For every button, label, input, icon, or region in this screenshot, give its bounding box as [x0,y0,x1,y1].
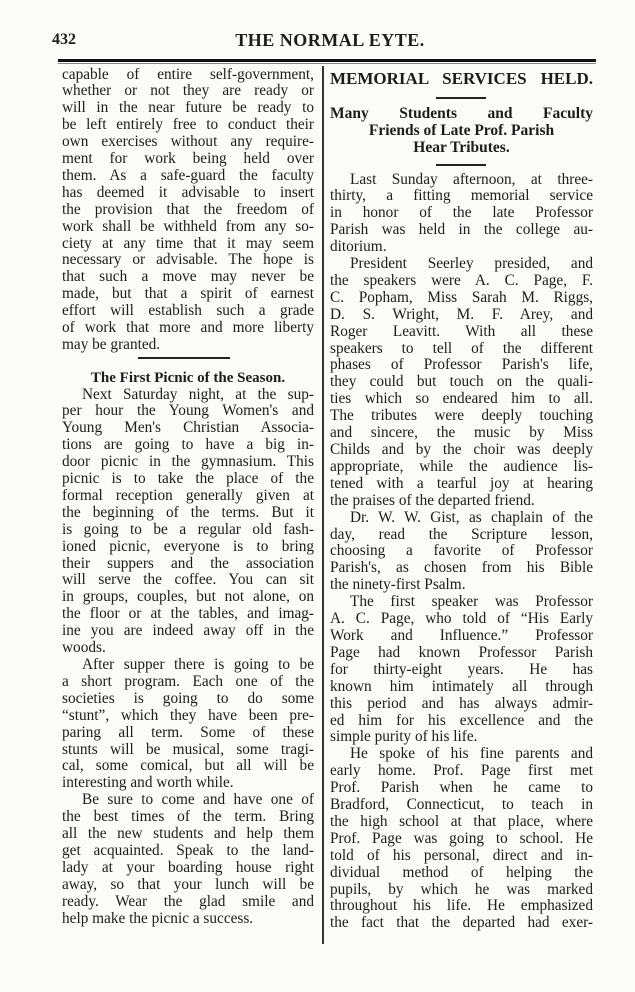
text-line: get acquainted. Speak to the land- [62,841,314,859]
text-line: them. As a safe-guard the faculty [62,166,314,184]
text-line: societies is going to do some [62,689,314,707]
paragraph [62,67,314,354]
text-line: they could but touch on the quali- [330,373,593,391]
header-rule-thin [58,63,596,64]
text-line: C. Popham, Miss Sarah M. Riggs, [330,288,593,306]
text-line: Page had known Professor Parish [330,643,593,661]
article-heading: The First Picnic of the Season. [90,369,286,386]
text-line: this period and has always admir- [330,694,593,712]
text-line: told of his personal, direct and in- [330,846,593,864]
paragraph [62,657,314,792]
text-line: Parish was held in the college au- [330,221,593,239]
text-line: Friends of Late Prof. Parish [368,121,555,139]
article-separator [138,357,230,359]
text-line: help make the picnic a success. [62,909,254,927]
text-line: Last Sunday afternoon, at three- [350,170,593,188]
text-line: The tributes were deeply touching [330,407,593,425]
text-line: ties which so endeared him to all. [330,390,593,408]
text-line: door picnic in the gymnasium. This [62,453,314,471]
text-line: the best times of the term. Bring [62,808,314,826]
text-line: the high school at that place, where [330,812,593,830]
text-line: A. C. Page, who told of “His Early [330,610,593,628]
text-line: ready. Wear the glad smile and [62,892,314,910]
paragraph [330,172,593,257]
text-line: paring all term. Some of these [62,723,314,741]
text-line: pupils, by which he was marked [330,880,593,898]
text-line: the fact that the departed had exer- [330,914,593,932]
text-line: the provision that the freedom of [62,200,314,218]
memorial-headline: MEMORIAL SERVICES HELD. [330,69,593,88]
text-line: day, read the Scripture lesson, [330,525,593,543]
text-line: Prof. Parish when he came to [330,779,593,797]
text-line: Be sure to come and have one of [82,791,314,809]
headline-rule [436,97,486,99]
text-line: the praises of the departed friend. [330,491,535,509]
text-line: picnic is to take the place of the [62,470,314,488]
text-line: Roger Leavitt. With all these [330,322,593,340]
text-line: for thirty-eight years. He has [330,660,593,678]
text-line: will serve the coffee. You can sit [62,571,314,589]
text-line: Work and Influence.” Professor [330,626,593,644]
text-line: interesting and worth while. [62,774,234,792]
text-line: cal, some comical, but all will be [62,757,314,775]
paragraph [62,387,314,658]
text-line: “stunt”, which they have been pre- [62,706,314,724]
text-line: phases of Professor Parish's life, [330,356,593,374]
text-line: the beginning of the terms. But it [62,503,314,521]
text-line: whether or not they are ready or [62,82,314,100]
text-line: the floor or at the tables, and imag- [62,605,314,623]
text-line: own exercises without any require- [62,133,314,151]
text-line: and sincere, the music by Miss [330,424,593,442]
text-line: woods. [62,639,106,657]
text-line: their suppers and the association [62,554,314,572]
subheading-rule [436,164,486,166]
text-line: choosing a favorite of Professor [330,542,593,560]
text-line: lady at your boarding house right [62,858,314,876]
paragraph [62,792,314,927]
text-line: formal reception generally given at [62,486,314,504]
text-line: capable of entire self-government, [62,65,314,83]
text-line: in groups, couples, but not alone, on [62,588,314,606]
text-line: Prof. Page was going to school. He [330,829,593,847]
text-line: President Seerley presided, and [350,255,593,273]
text-line: ioned picnic, everyone is to bring [62,537,314,555]
text-line: away, so that your lunch will be [62,875,314,893]
text-line: ine you are indeed away off in the [62,622,314,640]
paragraph [330,510,593,595]
paragraph [330,594,593,746]
text-line: known him intimately all through [330,677,593,695]
header-rule [58,59,596,62]
text-line: Childs and by the choir was deeply [330,441,593,458]
text-line: dividual method of helping the [330,863,593,881]
text-line: work shall be withheld from any so- [62,217,314,235]
paragraph [330,746,593,932]
paragraph [330,256,593,510]
text-line: necessary or advisable. The hope is [62,251,314,269]
text-line: Dr. W. W. Gist, as chaplain of the [350,508,593,526]
text-line: He spoke of his fine parents and [350,745,593,763]
picnic-article-body [62,387,314,928]
text-line: Next Saturday night, at the sup- [82,385,314,403]
text-line: ditorium. [330,238,387,256]
text-line: may be granted. [62,336,161,353]
text-line: effort will establish such a grade [62,302,314,320]
text-line: Bradford, Connecticut, to teach in [330,796,593,814]
text-line: throughout his life. He emphasized [330,897,593,915]
text-line: ed him for his excellence and the [330,711,593,729]
text-line: in honor of the late Professor [330,204,593,222]
text-line: stunts will be musical, some tragi- [62,740,314,758]
text-line: of work that more and more liberty [62,319,314,337]
text-line: Parish's, as chosen from his Bible [330,559,593,577]
publication-title: THE NORMAL EYTE. [235,30,425,50]
text-line: thirty, a fitting memorial service [330,187,593,205]
text-line: will in the near future be ready to [62,99,314,117]
left-column-continued-article [62,67,314,354]
text-line: a short program. Each one of the [62,672,314,690]
text-line: Hear Tributes. [413,138,510,156]
text-line: appropriate, while the audience lis- [330,457,593,475]
text-line: D. S. Wright, M. F. Arey, and [330,305,593,323]
text-line: speakers to tell of the different [330,339,593,357]
text-line: all the new students and help them [62,825,314,843]
memorial-article-body [330,172,593,933]
column-divider [322,66,324,944]
text-line: The first speaker was Professor [350,593,593,611]
text-line: simple purity of his life. [330,728,478,746]
text-line: that such a move may never be [62,268,314,286]
text-line: tened with a tearful joy at hearing [330,474,593,492]
text-line: made, but that a spirit of earnest [62,285,314,303]
text-line: After supper there is going to be [82,656,314,673]
text-line: the ninety-first Psalm. [330,576,466,594]
text-line: is going to be a regular old fash- [62,520,314,538]
text-line: ment for work being held over [62,150,314,168]
memorial-subheading [330,105,593,156]
text-line: be left entirely free to conduct their [62,116,314,134]
page-number: 432 [52,31,76,48]
text-line: per hour the Young Women's and [62,402,314,420]
text-line: Young Men's Christian Associa- [62,419,314,437]
text-line: has deemed it advisable to insert [62,183,314,201]
text-line: the speakers were A. C. Page, F. [330,271,593,289]
text-line: early home. Prof. Page first met [330,762,593,780]
text-line: tions are going to have a big in- [62,436,314,454]
text-line: Many Students and Faculty [330,104,593,122]
text-line: ciety at any time that it may seem [62,234,314,252]
